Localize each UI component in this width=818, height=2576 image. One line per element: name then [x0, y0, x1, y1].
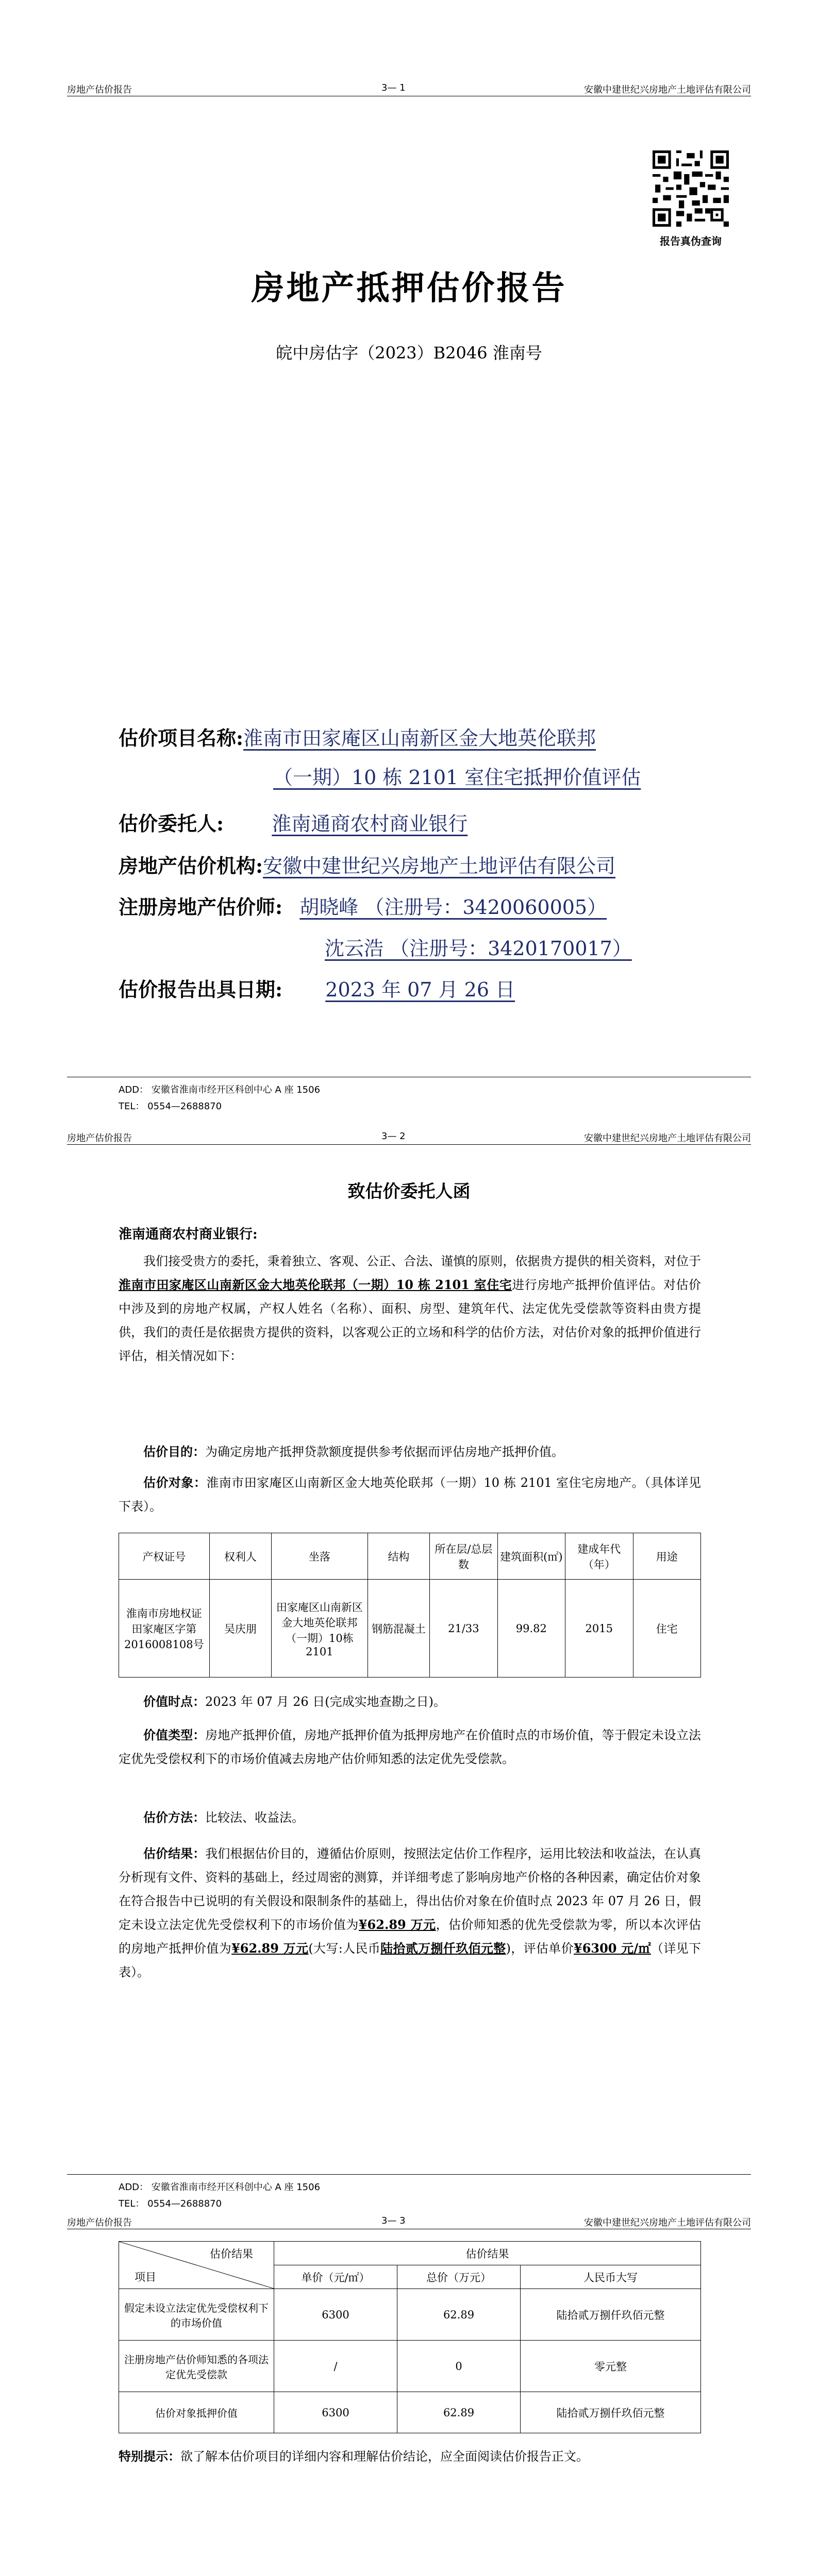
- letter-intro: [119, 1249, 701, 1368]
- property-table: [119, 1533, 701, 1677]
- header-company: 安徽中建世纪兴房地产土地评估有限公司: [584, 84, 751, 95]
- header-rule: [67, 1144, 751, 1145]
- corner-bottom-label: 项目: [135, 2271, 156, 2283]
- header-page-no: 3— 3: [381, 2215, 406, 2226]
- value-date-text: 2023 年 07 月 26 日(完成实地查勘之日)。: [205, 1694, 446, 1709]
- footer-phone: TEL： 0554—2688870: [119, 2198, 222, 2209]
- corner-cell: [119, 2242, 274, 2289]
- table-row: [119, 1580, 701, 1677]
- col-floor: 所在层/总层数: [430, 1533, 497, 1580]
- table-row: [119, 2392, 701, 2433]
- object-label: 估价对象：: [143, 1475, 207, 1490]
- header-company: 安徽中建世纪兴房地产土地评估有限公司: [584, 2217, 751, 2228]
- row-label: 假定未设立法定优先受偿权利下的市场价值: [119, 2289, 274, 2341]
- result-label: 估价结果：: [143, 1846, 206, 1861]
- header-company: 安徽中建世纪兴房地产土地评估有限公司: [584, 1133, 751, 1144]
- result-mortgage-value: ¥62.89 万元: [231, 1941, 309, 1956]
- cell-unit-price: 6300: [274, 2392, 397, 2433]
- cell-total-price: 0: [397, 2341, 521, 2392]
- result-unit-price: ¥6300 元/㎡: [574, 1941, 651, 1956]
- cell-rmb-words: 陆拾贰万捌仟玖佰元整: [521, 2289, 701, 2341]
- page-footer: [119, 2179, 320, 2212]
- corner-top-label: 估价结果: [210, 2248, 253, 2260]
- cell-total-price: 62.89: [397, 2289, 521, 2341]
- purpose-paragraph: [119, 1440, 701, 1464]
- issue-date-label: 估价报告出具日期:: [119, 978, 283, 1001]
- value-type-text: 房地产抵押价值，房地产抵押价值为抵押房地产在价值时点的市场价值，等于假定未设立法定优先受偿权利下的市场价值减去房地产估价师知悉的法定优先受偿款。: [119, 1728, 702, 1766]
- addressee: 淮南通商农村商业银行:: [119, 1227, 258, 1242]
- result-table: [119, 2241, 701, 2433]
- cell-area: 99.82: [497, 1580, 565, 1677]
- purpose-label: 估价目的：: [143, 1444, 205, 1459]
- header-page-no: 3— 1: [381, 82, 406, 93]
- notice-label: 特别提示：: [119, 2449, 180, 2464]
- client-value: 淮南通商农村商业银行: [272, 812, 468, 835]
- project-name-label: 估价项目名称:: [119, 726, 244, 750]
- cell-rmb-words: 零元整: [521, 2341, 701, 2392]
- project-name-value-line2: （一期）10 栋 2101 室住宅抵押价值评估: [273, 766, 641, 789]
- header-left: 房地产估价报告: [67, 84, 132, 95]
- cell-owner: 吴庆朋: [209, 1580, 271, 1677]
- cell-structure: 钢筋混凝土: [368, 1580, 429, 1677]
- col-area: 建筑面积(㎡): [497, 1533, 565, 1580]
- value-type-label: 价值类型：: [143, 1727, 206, 1742]
- col-location: 坐落: [272, 1533, 368, 1580]
- value-type-paragraph: [119, 1723, 701, 1771]
- notice-text: 欲了解本估价项目的详细内容和理解估价结论，应全面阅读估价报告正文。: [180, 2449, 589, 2464]
- method-paragraph: [119, 1806, 701, 1829]
- result-text-c: (大写:人民币: [308, 1941, 381, 1956]
- purpose-text: 为确定房地产抵押贷款额度提供参考依据而评估房地产抵押价值。: [205, 1445, 564, 1459]
- intro-text-a: 我们接受贵方的委托，秉着独立、客观、公正、合法、谨慎的原则，依据贵方提供的相关资料，对位于: [143, 1254, 701, 1268]
- cell-rmb-words: 陆拾贰万捌仟玖佰元整: [521, 2392, 701, 2433]
- object-text: 淮南市田家庵区山南新区金大地英伦联邦（一期）10 栋 2101 室住宅房地产。（具体详见下表）。: [119, 1476, 701, 1514]
- row-label: 估价对象抵押价值: [119, 2392, 274, 2433]
- method-label: 估价方法：: [143, 1810, 205, 1825]
- result-paragraph: [119, 1842, 701, 1984]
- result-text-e: （详见下表）。: [119, 1941, 702, 1979]
- appraiser-label: 注册房地产估价师:: [119, 895, 283, 919]
- page-cover: [0, 0, 818, 1112]
- result-text-b: ，估价师知悉的优先受偿款为零，所以本次评估的房地产抵押价值为: [119, 1918, 701, 1956]
- table-row: [119, 2341, 701, 2392]
- appraiser-1-value: 胡晓峰 （注册号：3420060005）: [299, 896, 607, 919]
- value-date-label: 价值时点：: [143, 1694, 205, 1709]
- col-total-price: 总价（万元）: [397, 2265, 521, 2289]
- cell-usage: 住宅: [633, 1580, 701, 1677]
- footer-phone: TEL： 0554—2688870: [119, 1101, 222, 1112]
- qr-code[interactable]: [653, 150, 729, 227]
- col-owner: 权利人: [209, 1533, 271, 1580]
- notice-paragraph: [119, 2445, 701, 2468]
- page-footer: [119, 1082, 320, 1115]
- footer-address: ADD： 安徽省淮南市经开区科创中心 A 座 1506: [119, 1084, 321, 1095]
- page-summary: [0, 2210, 818, 2576]
- letter-title: 致估价委托人函: [347, 1181, 471, 1202]
- agency-label: 房地产估价机构:: [119, 854, 263, 877]
- cell-location: 田家庵区山南新区金大地英伦联邦（一期）10栋 2101: [272, 1580, 368, 1677]
- qr-caption: 报告真伪查询: [660, 235, 722, 247]
- col-structure: 结构: [368, 1533, 429, 1580]
- header-left: 房地产估价报告: [67, 1133, 132, 1144]
- intro-address: 淮南市田家庵区山南新区金大地英伦联邦（一期）10 栋 2101 室住宅: [119, 1277, 512, 1292]
- col-year: 建成年代（年）: [565, 1533, 633, 1580]
- object-paragraph: [119, 1471, 701, 1518]
- intro-text-b: 进行房地产抵押价值评估。对估价中涉及到的房地产权属，产权人姓名（名称）、面积、房型、建筑年代、法定优先受偿款等资料由贵方提供，我们的责任是依据贵方提供的资料，以客观公正的立场和科学的估价方法，对估价对象的抵押价值进行评估，相关情况如下：: [119, 1278, 701, 1363]
- cell-year: 2015: [565, 1580, 633, 1677]
- method-text: 比较法、收益法。: [205, 1810, 304, 1825]
- cell-total-price: 62.89: [397, 2392, 521, 2433]
- agency-value: 安徽中建世纪兴房地产土地评估有限公司: [263, 855, 616, 877]
- result-value-words: 陆拾贰万捌仟玖佰元整: [380, 1941, 506, 1956]
- value-date-paragraph: [119, 1690, 701, 1714]
- result-market-value: ¥62.89 万元: [358, 1917, 436, 1932]
- cell-unit-price: /: [274, 2341, 397, 2392]
- row-label: 注册房地产估价师知悉的各项法定优先受偿款: [119, 2341, 274, 2392]
- project-name-value: 淮南市田家庵区山南新区金大地英伦联邦: [243, 727, 596, 750]
- header-page-no: 3— 2: [381, 1131, 406, 1142]
- cell-floor: 21/33: [430, 1580, 497, 1677]
- page-letter: [0, 1121, 818, 2213]
- col-unit-price: 单价（元/㎡）: [274, 2265, 397, 2289]
- table-row: [119, 2289, 701, 2341]
- cell-cert-no: 淮南市房地权证田家庵区字第2016008108号: [119, 1580, 210, 1677]
- cell-unit-price: 6300: [274, 2289, 397, 2341]
- col-rmb-words: 人民币大写: [521, 2265, 701, 2289]
- issue-date-value: 2023 年 07 月 26 日: [325, 978, 515, 1001]
- group-header: 估价结果: [274, 2242, 701, 2265]
- header-left: 房地产估价报告: [67, 2217, 132, 2228]
- footer-rule: [67, 2174, 751, 2175]
- result-text-a: 我们根据估价目的，遵循估价原则，按照法定估价工作程序，运用比较法和收益法，在认真分析现有文件、资料的基础上，经过周密的测算，并详细考虑了影响房地产价格的各种因素，确定估价对象在符合报告中已说明的有关假设和限制条件的基础上，得出估价对象在价值时点 2023 年 07 月 26 日，假定未设立法定优先受偿权利下的市场价值为: [119, 1846, 702, 1932]
- col-cert-no: 产权证号: [119, 1533, 210, 1580]
- client-label: 估价委托人:: [119, 812, 224, 835]
- result-text-d: )，评估单价: [506, 1941, 574, 1956]
- footer-address: ADD： 安徽省淮南市经开区科创中心 A 座 1506: [119, 2182, 321, 2193]
- col-usage: 用途: [633, 1533, 701, 1580]
- appraiser-2-value: 沈云浩 （注册号：3420170017）: [325, 937, 632, 960]
- report-number: 皖中房估字（2023）B2046 淮南号: [276, 343, 542, 363]
- report-title: 房地产抵押估价报告: [251, 269, 567, 308]
